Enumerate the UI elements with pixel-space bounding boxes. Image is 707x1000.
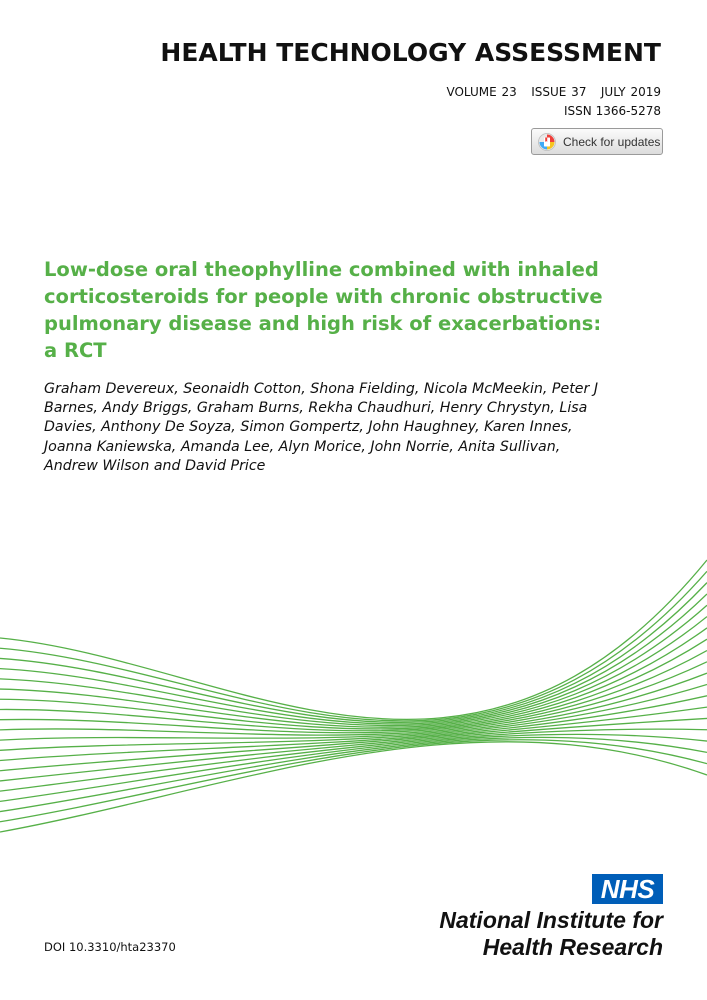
wave-line: [0, 560, 707, 719]
decorative-wave-lines: [0, 540, 707, 870]
journal-title: HEALTH TECHNOLOGY ASSESSMENT: [160, 38, 661, 67]
nihr-name-line-1: National Institute for: [439, 907, 663, 933]
author-list: Graham Devereux, Seonaidh Cotton, Shona Fielding, Nicola McMeekin, Peter J Barnes, Andy Briggs, Graham Burns, Rekha Chaudhuri, Henry Chrystyn, Lisa Davies, Anthony De Soyza, Simon Gompertz, John Haughney, Karen Innes, Joanna Kaniewska, Amanda Lee, Alyn Morice, John Norrie, Anita Sullivan, Andrew Wilson and David Price: [44, 381, 599, 474]
wave-line: [0, 639, 707, 731]
doi: DOI 10.3310/hta23370: [44, 940, 176, 954]
wave-line: [0, 742, 707, 832]
check-for-updates-label: Check for updates: [563, 134, 661, 149]
issue-info: VOLUME 23 ISSUE 37 JULY 2019: [446, 85, 661, 99]
nhs-logo: NHS: [592, 874, 663, 904]
article-title: Low-dose oral theophylline combined with inhaled corticosteroids for people with chronic obstructive pulmonary disease and high risk of exacerbations: a RCT: [44, 258, 603, 362]
issn: ISSN 1366-5278: [564, 104, 661, 118]
wave-line: [0, 571, 707, 721]
nihr-name: [439, 907, 663, 961]
crossmark-icon: [538, 133, 556, 151]
nihr-name-line-2: Health Research: [482, 934, 663, 960]
check-for-updates-button[interactable]: [531, 128, 663, 155]
